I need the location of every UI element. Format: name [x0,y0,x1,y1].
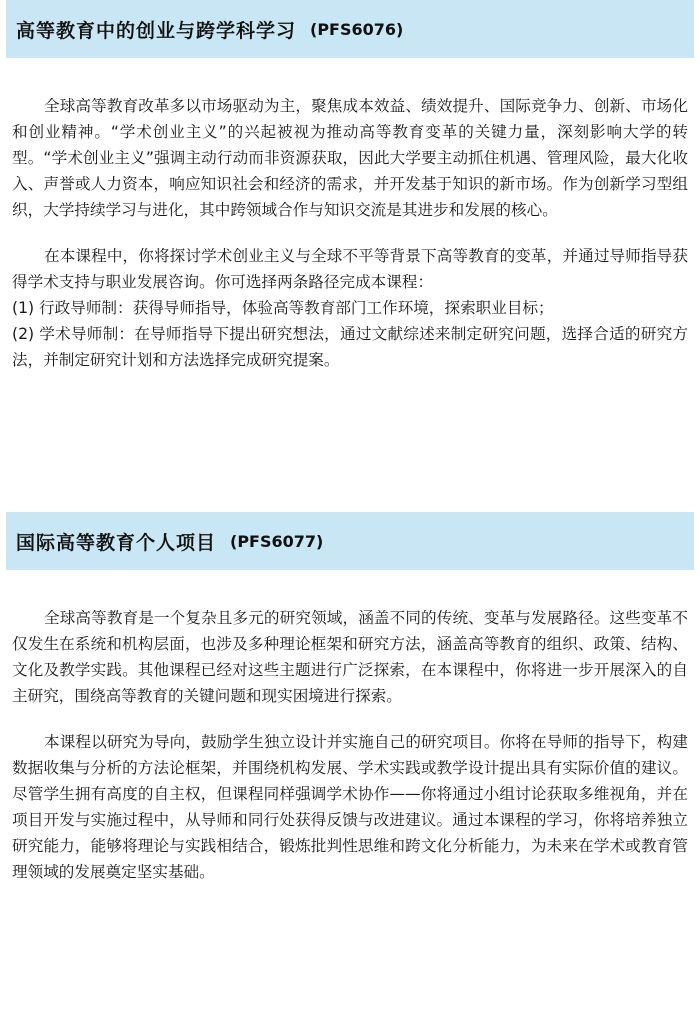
pathway-option: (2) 学术导师制：在导师指导下提出研究想法，通过文献综述来制定研究问题，选择合适的研究方法，并制定研究计划和方法选择完成研究提案。 [12,325,688,369]
course-section-pfs6076 [0,0,700,373]
pathway-block [12,243,688,373]
course-description [0,93,700,373]
course-description [0,605,700,885]
paragraph: 本课程以研究为导向，鼓励学生独立设计并实施自己的研究项目。你将在导师的指导下，构建数据收集与分析的方法论框架，并围绕机构发展、学术实践或教学设计提出具有实际价值的建议。尽管学生拥有高度的自主权，但课程同样强调学术协作——你将通过小组讨论获取多维视角，并在项目开发与实施过程中，从导师和同行处获得反馈与改进建议。通过本课程的学习，你将培养独立研究能力，能够将理论与实践相结合，锻炼批判性思维和跨文化分析能力，为未来在学术或教育管理领域的发展奠定坚实基础。 [12,733,688,881]
pathway-option: (1) 行政导师制：获得导师指导，体验高等教育部门工作环境，探索职业目标； [12,299,554,317]
course-section-pfs6077 [0,512,700,885]
paragraph: 全球高等教育是一个复杂且多元的研究领域，涵盖不同的传统、变革与发展路径。这些变革不仅发生在系统和机构层面，也涉及多种理论框架和研究方法，涵盖高等教育的组织、政策、结构、文化及教学实践。其他课程已经对这些主题进行广泛探索，在本课程中，你将进一步开展深入的自主研究，围绕高等教育的关键问题和现实困境进行探索。 [12,609,688,705]
paragraph: 在本课程中，你将探讨学术创业主义与全球不平等背景下高等教育的变革，并通过导师指导获得学术支持与职业发展咨询。你可选择两条路径完成本课程： [12,247,688,291]
course-header [6,0,694,58]
course-header [6,512,694,570]
course-code: (PFS6076) [310,19,404,39]
paragraph: 全球高等教育改革多以市场驱动为主，聚焦成本效益、绩效提升、国际竞争力、创新、市场化和创业精神。“学术创业主义”的兴起被视为推动高等教育变革的关键力量，深刻影响大学的转型。“学术创业主义”强调主动行动而非资源获取，因此大学要主动抓住机遇、管理风险，最大化收入、声誉或人力资本，响应知识社会和经济的需求，并开发基于知识的新市场。作为创新学习型组织，大学持续学习与进化，其中跨领域合作与知识交流是其进步和发展的核心。 [12,97,688,219]
course-title: 国际高等教育个人项目 [16,531,217,554]
course-title: 高等教育中的创业与跨学科学习 [16,19,297,42]
course-code: (PFS6077) [230,531,324,551]
